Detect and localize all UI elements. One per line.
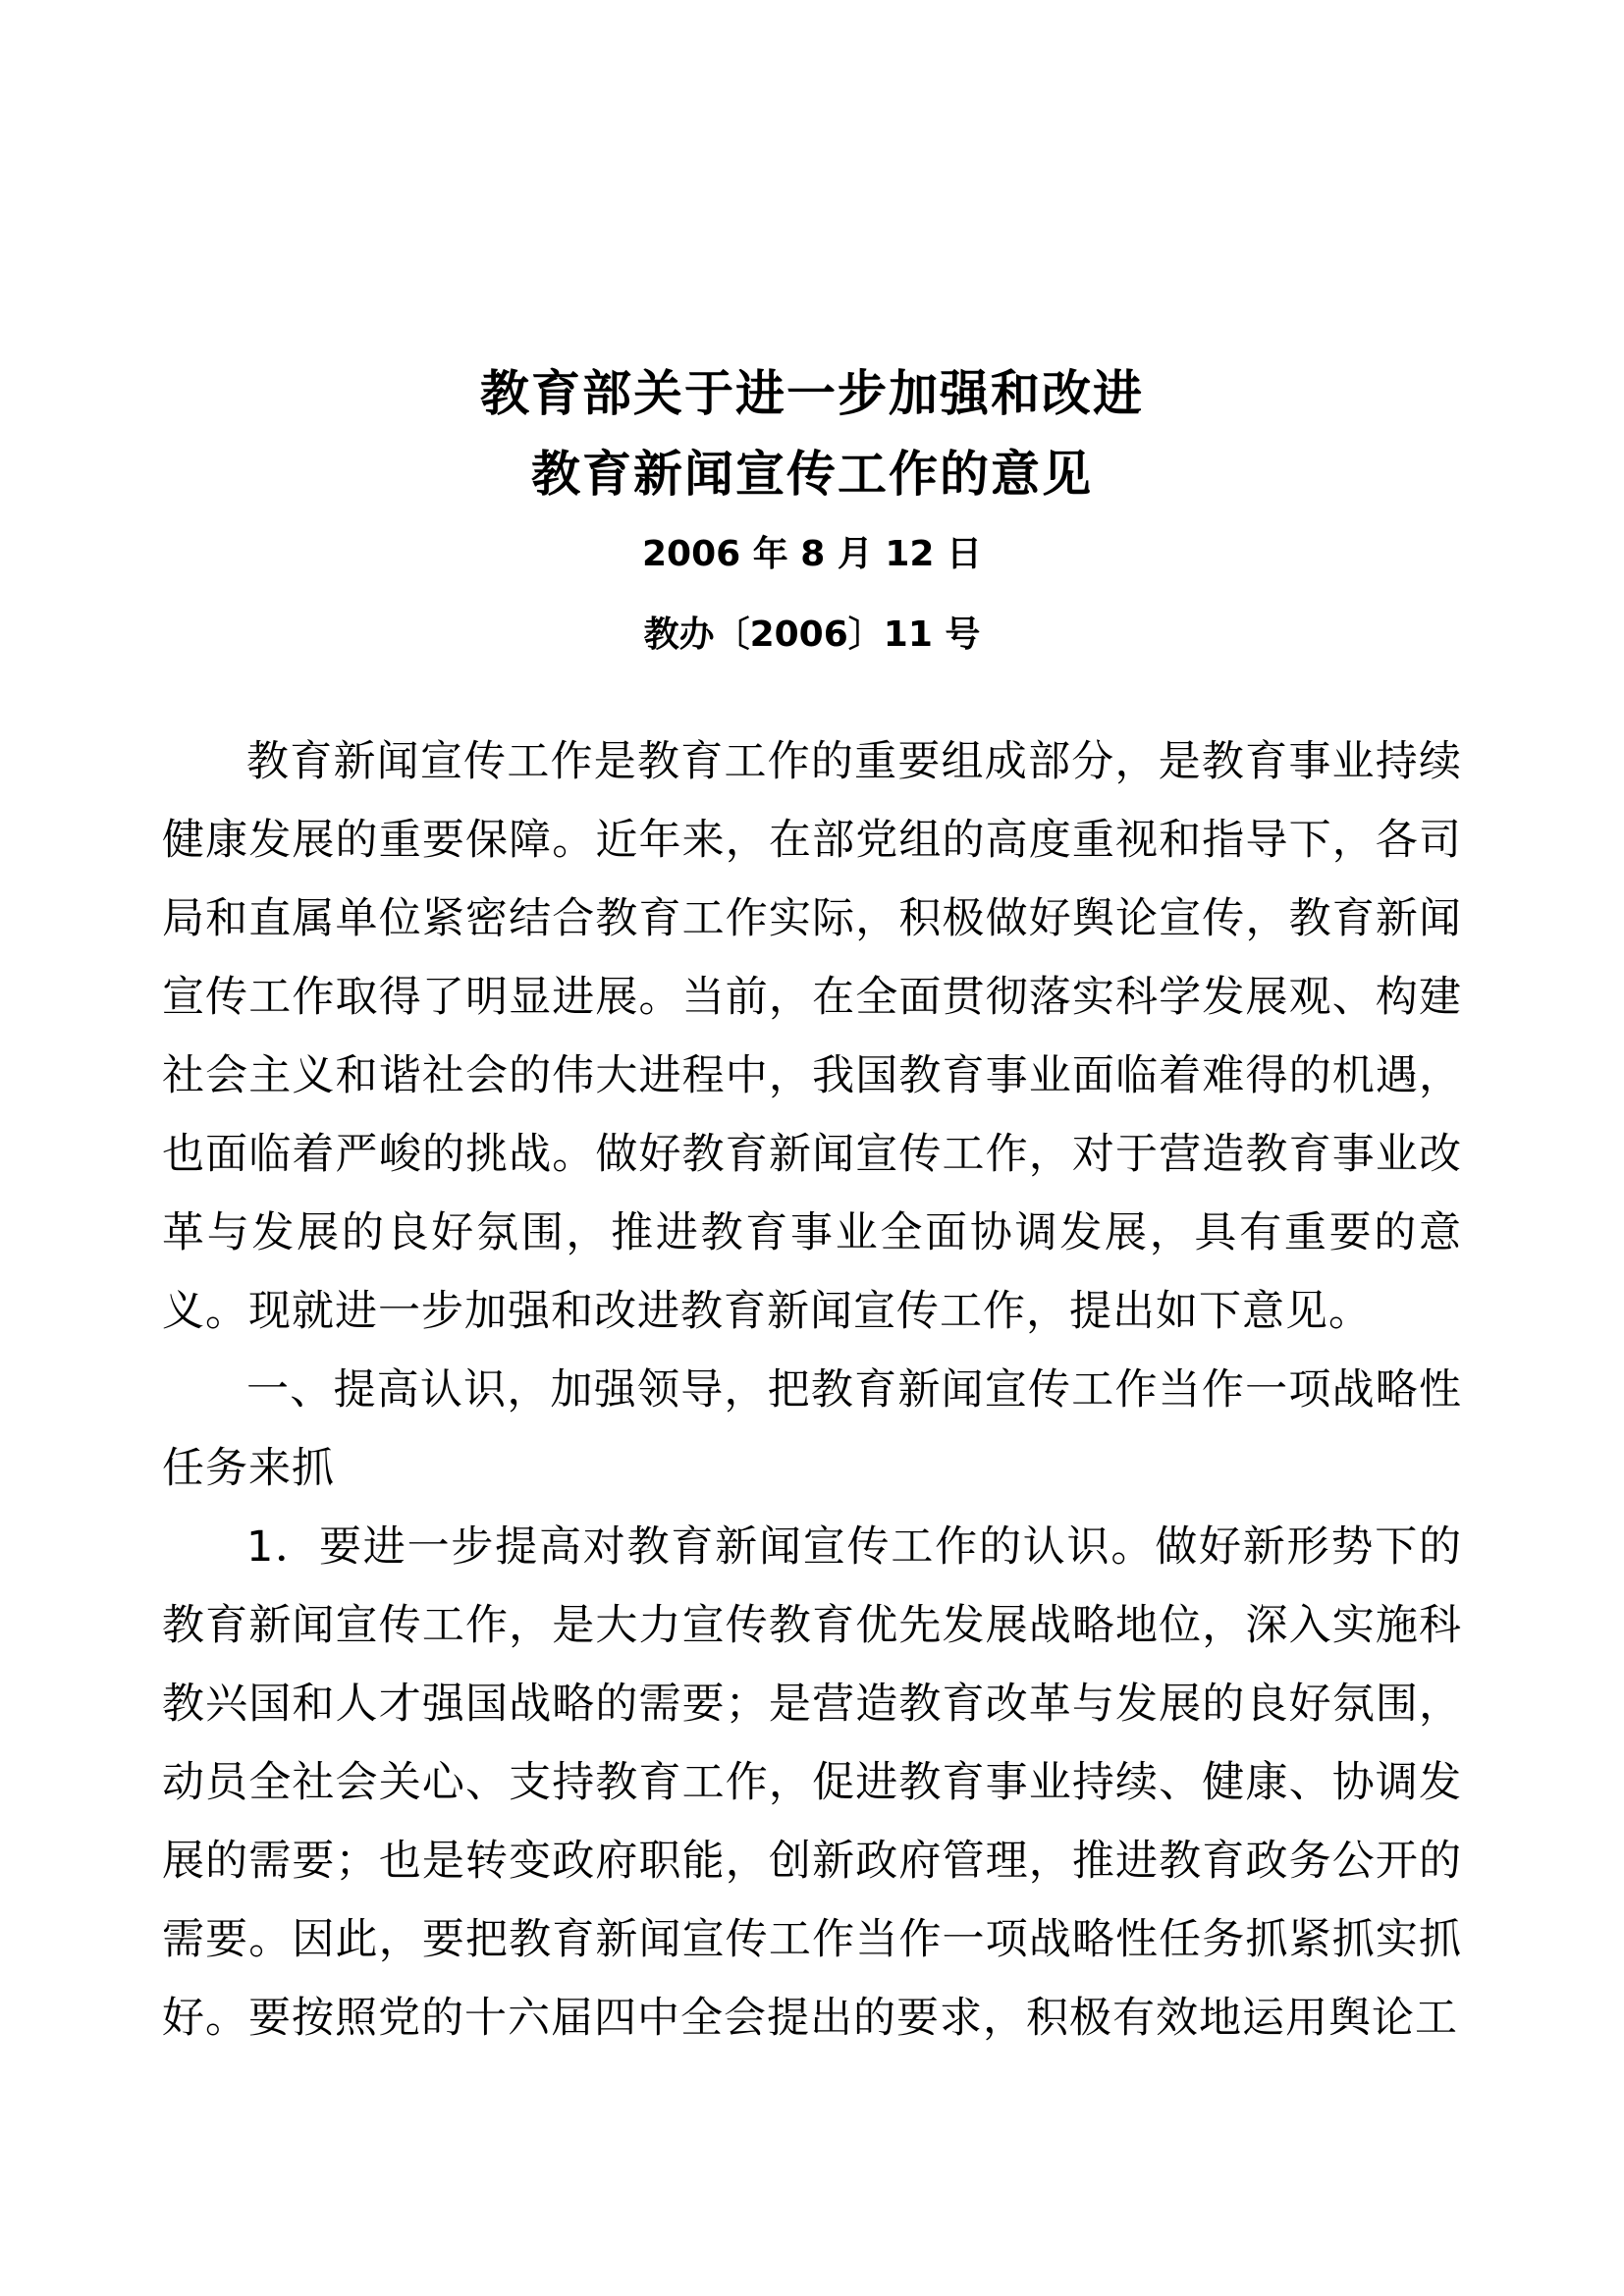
paragraph-intro: 教育新闻宣传工作是教育工作的重要组成部分，是教育事业持续健康发展的重要保障。近年来，在部党组的高度重视和指导下，各司局和直属单位紧密结合教育工作实际，积极做好舆论宣传，教育新闻宣传工作取得了明显进展。当前，在全面贯彻落实科学发展观、构建社会主义和谐社会的伟大进程中，我国教育事业面临着难得的机遇，也面临着严峻的挑战。做好教育新闻宣传工作，对于营造教育事业改革与发展的良好氛围，推进教育事业全面协调发展，具有重要的意义。现就进一步加强和改进教育新闻宣传工作，提出如下意见。 [162,737,1462,1336]
document-body [162,722,1462,2057]
paragraph-item-1: 1．要进一步提高对教育新闻宣传工作的认识。做好新形势下的教育新闻宣传工作，是大力宣传教育优先发展战略地位，深入实施科教兴国和人才强国战略的需要；是营造教育改革与发展的良好氛围，动员全社会关心、支持教育工作，促进教育事业持续、健康、协调发展的需要；也是转变政府职能，创新政府管理，推进教育政务公开的需要。因此，要把教育新闻宣传工作当作一项战略性任务抓紧抓实抓好。要按照党的十六届四中全会提出的要求，积极有效地运用舆论工 [162,1522,1462,2043]
document-title-line-1: 教育部关于进一步加强和改进 [480,365,1144,422]
document-heading [162,0,1462,675]
paragraph-section-heading-1: 一、提高认识，加强领导，把教育新闻宣传工作当作一项战略性任务来抓 [162,1365,1462,1493]
document-title-line-2: 教育新闻宣传工作的意见 [531,446,1093,503]
document-date: 2006 年 8 月 12 日 [641,534,982,574]
document-number: 教办〔2006〕11 号 [643,614,981,655]
